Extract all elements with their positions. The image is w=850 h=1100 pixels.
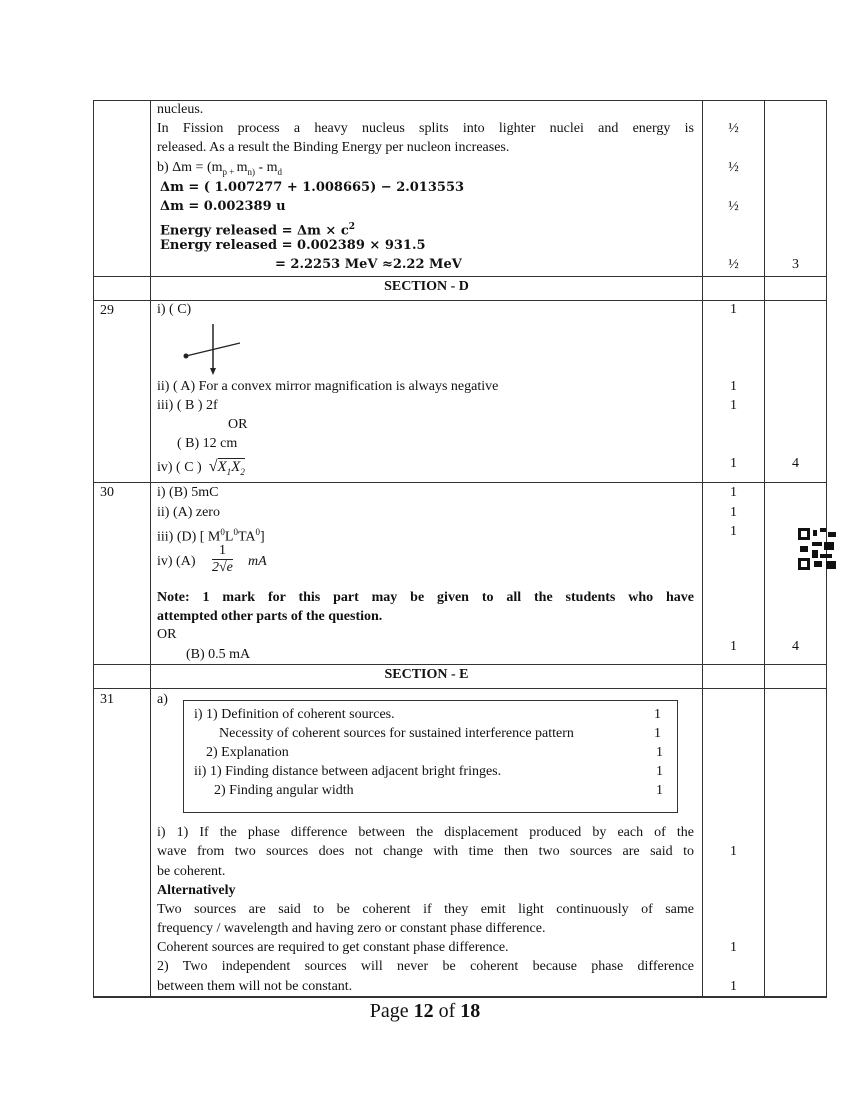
- calc-line: Δm = 0.002389 u: [160, 199, 286, 214]
- mark: 1: [730, 456, 737, 471]
- mark: 1: [730, 379, 737, 394]
- calc-line: = 2.2253 MeV ≈2.22 MeV: [275, 257, 462, 272]
- delta-m-formula: b) $\Delta m = (m_{p +}$ $m_{n)} - m_d$: [157, 160, 283, 177]
- mark: 1: [730, 940, 737, 955]
- scheme-mark: 1: [656, 783, 663, 798]
- mark: 1: [730, 979, 737, 994]
- text-line: In Fission process a heavy nucleus splits into lighter nuclei and energy is: [157, 121, 694, 136]
- qr-code-icon: [798, 528, 838, 570]
- mark: ½: [728, 121, 739, 136]
- or-label: OR: [228, 417, 248, 432]
- mark: ½: [728, 199, 739, 214]
- total-mark: 4: [792, 639, 799, 654]
- text-line: nucleus.: [157, 102, 204, 117]
- total-mark: 3: [792, 257, 799, 272]
- question-number: 30: [100, 485, 114, 500]
- section-d-heading: SECTION - D: [384, 279, 469, 294]
- part-label: a): [157, 692, 168, 707]
- answer-line: iv) (A): [157, 554, 196, 569]
- question-number: 29: [100, 303, 114, 318]
- mark: 1: [730, 505, 737, 520]
- scheme-item: 2) Finding angular width: [214, 783, 354, 798]
- mark: 1: [730, 485, 737, 500]
- answer-line: ( B) 12 cm: [177, 436, 238, 451]
- scheme-item: ii) 1) Finding distance between adjacent bright fringes.: [194, 764, 502, 779]
- or-label: OR: [157, 627, 177, 642]
- scheme-item: Necessity of coherent sources for sustained interference pattern: [219, 726, 574, 741]
- answer-line: Two sources are said to be coherent if they emit light continuously of same: [157, 902, 694, 917]
- mark: 1: [730, 844, 737, 859]
- mark: 1: [730, 639, 737, 654]
- note-line: Note: 1 mark for this part may be given to all the students who have: [157, 590, 694, 605]
- alternatively-heading: Alternatively: [157, 883, 236, 898]
- page-number: Page 12 of 18: [369, 1000, 481, 1022]
- scheme-mark: 1: [656, 745, 663, 760]
- mark: ½: [728, 257, 739, 272]
- answer-line: Coherent sources are required to get constant phase difference.: [157, 940, 509, 955]
- scheme-mark: 1: [656, 764, 663, 779]
- scheme-mark: 1: [654, 707, 661, 722]
- ray-diagram-icon: [178, 322, 248, 377]
- answer-line: ii) ( A) For a convex mirror magnification is always negative: [157, 379, 499, 394]
- answer-line: i) 1) If the phase difference between the displacement produced by each of the: [157, 825, 694, 840]
- mark: ½: [728, 160, 739, 175]
- answer-line: ii) (A) zero: [157, 505, 220, 520]
- calc-line: Δm = ( 1.007277 + 1.008665) − 2.013553: [160, 180, 465, 195]
- question-number: 31: [100, 692, 114, 707]
- answer-line: between them will not be constant.: [157, 979, 353, 994]
- marking-scheme-box: [183, 700, 678, 813]
- calc-line: Energy released = $\Delta m \times c^2$: [160, 222, 355, 239]
- answer-line: i) ( C): [157, 302, 192, 317]
- answer-line: iii) ( B ) 2f: [157, 398, 218, 413]
- mark: 1: [730, 398, 737, 413]
- mark: 1: [730, 524, 737, 539]
- unit: mA: [248, 554, 267, 569]
- total-mark: 4: [792, 456, 799, 471]
- mark: 1: [730, 302, 737, 317]
- answer-line: 2) Two independent sources will never be coherent because phase difference: [157, 959, 694, 974]
- answer-line: iii) (D) [ $M^0L^0TA^0$]: [157, 527, 265, 545]
- scheme-item: i) 1) Definition of coherent sources.: [194, 707, 395, 722]
- answer-line: frequency / wavelength and having zero or constant phase difference.: [157, 921, 546, 936]
- answer-line: (B) 0.5 mA: [186, 647, 251, 662]
- answer-line: i) (B) 5mC: [157, 485, 219, 500]
- text-line: released. As a result the Binding Energy per nucleon increases.: [157, 140, 510, 155]
- fraction: 1 2√e: [212, 543, 233, 575]
- answer-line: wave from two sources does not change with time then two sources are said to: [157, 844, 694, 859]
- answer-line: be coherent.: [157, 864, 226, 879]
- note-line: attempted other parts of the question.: [157, 609, 383, 624]
- scheme-item: 2) Explanation: [206, 745, 289, 760]
- calc-line: Energy released = 0.002389 × 931.5: [160, 238, 426, 253]
- section-e-heading: SECTION - E: [384, 667, 469, 682]
- answer-line: iv) ( C ) $√X_1X_2$: [157, 458, 245, 477]
- scheme-mark: 1: [654, 726, 661, 741]
